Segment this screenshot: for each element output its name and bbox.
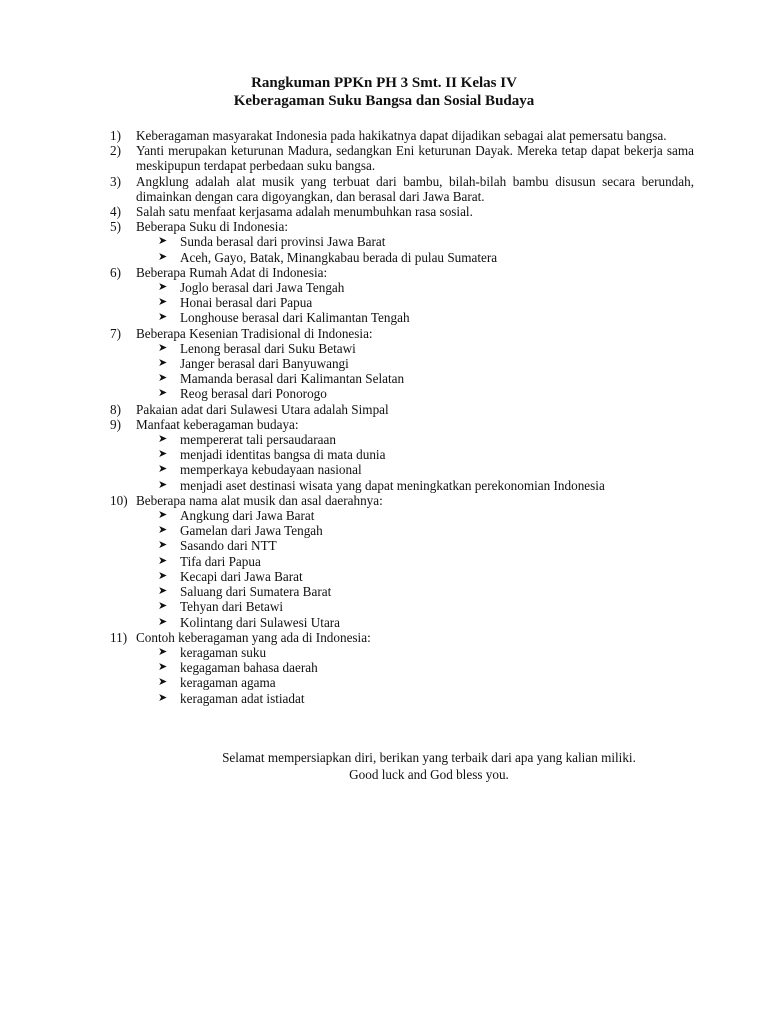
sub-list-item [110,508,694,523]
sub-list-item [110,691,694,706]
document-subtitle: Keberagaman Suku Bangsa dan Sosial Budaya [233,93,535,109]
sub-list-item-text: menjadi identitas bangsa di mata dunia [180,447,386,463]
list-item [110,630,694,645]
list-item-number: 6) [110,264,121,280]
list-item-number: 7) [110,325,121,341]
sub-list-item [110,645,694,660]
arrow-bullet-icon: ➤ [158,554,168,567]
list-item-text: Beberapa Suku di Indonesia: [136,219,288,235]
sub-list-item-text: Angkung dari Jawa Barat [180,508,315,524]
arrow-bullet-icon: ➤ [158,539,168,552]
list-item-text: Beberapa nama alat musik dan asal daerahnya: [136,492,383,508]
arrow-bullet-icon: ➤ [158,250,168,263]
arrow-bullet-icon: ➤ [158,372,168,385]
sub-list-item [110,615,694,630]
sub-list-item-text: keragaman agama [180,675,276,691]
list-item-text: Beberapa Kesenian Tradisional di Indonesia: [136,325,373,341]
arrow-bullet-icon: ➤ [158,296,168,309]
sub-list-item [110,280,694,295]
list-item [110,493,694,508]
list-item-number: 8) [110,401,121,417]
sub-list-item [110,447,694,462]
closing-line-2: Good luck and God bless you. [349,767,509,782]
sub-list-item-text: Kecapi dari Jawa Barat [180,568,303,584]
list-item-text: Pakaian adat dari Sulawesi Utara adalah Simpal [136,401,389,417]
arrow-bullet-icon: ➤ [158,509,168,522]
arrow-bullet-icon: ➤ [158,478,168,491]
list-item-number: 10) [110,492,128,508]
sub-list-item-text: kegagaman bahasa daerah [180,660,318,676]
sub-list-item-text: Sunda berasal dari provinsi Jawa Barat [180,234,386,250]
list-item [110,402,694,417]
sub-list-item [110,386,694,401]
document-title: Rangkuman PPKn PH 3 Smt. II Kelas IV [251,75,517,91]
list-item-number: 1) [110,128,121,143]
arrow-bullet-icon: ➤ [158,569,168,582]
arrow-bullet-icon: ➤ [158,645,168,658]
list-item [110,128,694,143]
arrow-bullet-icon: ➤ [158,615,168,628]
list-item [110,143,694,173]
list-item [110,174,694,204]
sub-list-item-text: Sasando dari NTT [180,538,277,554]
list-item [110,417,694,432]
sub-list-item-text: Joglo berasal dari Jawa Tengah [180,280,345,296]
arrow-bullet-icon: ➤ [158,585,168,598]
sub-list-item-text: Saluang dari Sumatera Barat [180,584,332,600]
arrow-bullet-icon: ➤ [158,524,168,537]
sub-list-item [110,462,694,477]
list-item [110,326,694,341]
sub-list-item [110,660,694,675]
list-item-text: Keberagaman masyarakat Indonesia pada hakikatnya dapat dijadikan sebagai alat pemersatu bangsa. [136,128,667,143]
sub-list-item-text: Lenong berasal dari Suku Betawi [180,340,356,356]
sub-list-item [110,310,694,325]
sub-list-item-text: menjadi aset destinasi wisata yang dapat meningkatkan perekonomian Indonesia [180,477,605,493]
arrow-bullet-icon: ➤ [158,311,168,324]
sub-list-item-text: memperkaya kebudayaan nasional [180,462,362,478]
sub-list-item [110,432,694,447]
arrow-bullet-icon: ➤ [158,676,168,689]
arrow-bullet-icon: ➤ [158,341,168,354]
arrow-bullet-icon: ➤ [158,661,168,674]
closing-message [0,749,768,783]
arrow-bullet-icon: ➤ [158,357,168,370]
list-item [110,204,694,219]
sub-list-item [110,523,694,538]
list-item-text: Salah satu menfaat kerjasama adalah menumbuhkan rasa sosial. [136,204,473,220]
sub-list-item-text: Janger berasal dari Banyuwangi [180,356,349,372]
sub-list-item-text: Tifa dari Papua [180,553,261,569]
list-item [110,265,694,280]
sub-list-item [110,538,694,553]
sub-list-item [110,295,694,310]
list-item-text: Angklung adalah alat musik yang terbuat dari bambu, bilah-bilah bambu disusun secara berundah, dimainkan dengan cara digoyangkan, dan berasal dari Jawa Barat. [136,173,694,204]
sub-list-item-text: Gamelan dari Jawa Tengah [180,523,323,539]
sub-list-item-text: Aceh, Gayo, Batak, Minangkabau berada di pulau Sumatera [180,249,498,265]
sub-list-item [110,478,694,493]
arrow-bullet-icon: ➤ [158,600,168,613]
closing-line-1: Selamat mempersiapkan diri, berikan yang terbaik dari apa yang kalian miliki. [222,750,636,765]
arrow-bullet-icon: ➤ [158,235,168,248]
sub-list-item [110,599,694,614]
list-item-number: 3) [110,173,121,189]
list-item-number: 9) [110,416,121,432]
sub-list-item [110,371,694,386]
list-item-number: 4) [110,204,121,220]
list-item-text: Yanti merupakan keturunan Madura, sedangkan Eni keturunan Dayak. Mereka tetap dapat bekerja sama meskipupun terdapat perbedaan suku bangsa. [136,143,694,174]
sub-list-item-text: Honai berasal dari Papua [180,295,313,311]
list-item-number: 11) [110,629,128,645]
sub-list-item [110,250,694,265]
sub-list-item-text: keragaman suku [180,644,267,660]
summary-list [110,128,694,706]
sub-list-item-text: Mamanda berasal dari Kalimantan Selatan [180,371,405,387]
title-block [0,74,768,110]
sub-list-item [110,341,694,356]
sub-list-item [110,234,694,249]
list-item-text: Manfaat keberagaman budaya: [136,416,299,432]
arrow-bullet-icon: ➤ [158,463,168,476]
list-item-text: Contoh keberagaman yang ada di Indonesia: [136,629,371,645]
arrow-bullet-icon: ➤ [158,448,168,461]
sub-list-item-text: keragaman adat istiadat [180,690,305,706]
sub-list-item-text: mempererat tali persaudaraan [180,432,336,448]
sub-list-item [110,356,694,371]
list-item-number: 2) [110,143,121,159]
arrow-bullet-icon: ➤ [158,387,168,400]
sub-list-item [110,569,694,584]
list-item [110,219,694,234]
arrow-bullet-icon: ➤ [158,691,168,704]
sub-list-item-text: Reog berasal dari Ponorogo [180,386,327,402]
list-item-number: 5) [110,219,121,235]
arrow-bullet-icon: ➤ [158,281,168,294]
arrow-bullet-icon: ➤ [158,433,168,446]
sub-list-item [110,584,694,599]
sub-list-item [110,554,694,569]
sub-list-item-text: Longhouse berasal dari Kalimantan Tengah [180,310,410,326]
sub-list-item [110,675,694,690]
sub-list-item-text: Kolintang dari Sulawesi Utara [180,614,341,630]
list-item-text: Beberapa Rumah Adat di Indonesia: [136,264,328,280]
sub-list-item-text: Tehyan dari Betawi [180,599,284,615]
